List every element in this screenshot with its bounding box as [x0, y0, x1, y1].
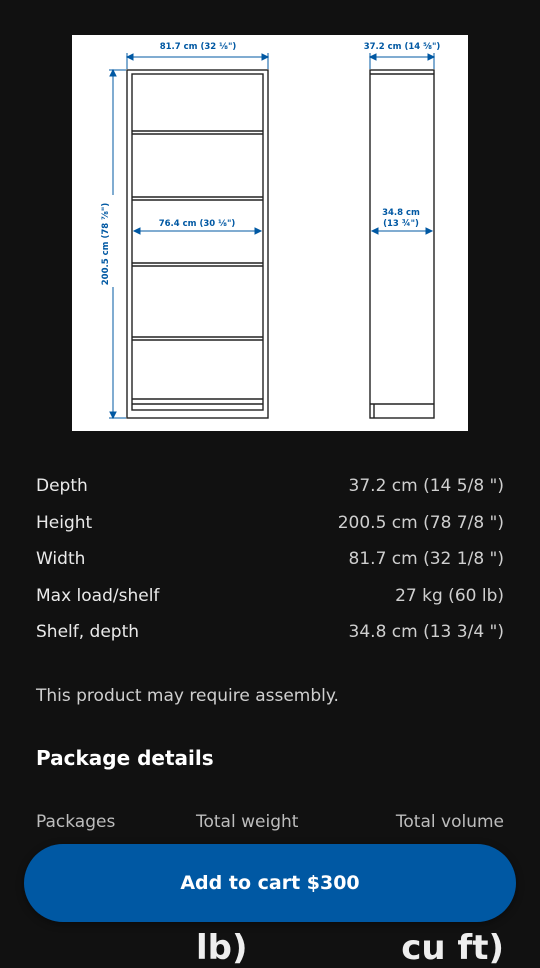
- spec-row-width: [36, 541, 504, 578]
- spec-value: 34.8 cm (13 3/4 "): [348, 622, 504, 643]
- shelf-depth-dimension-label-imperial: (13 ¾"): [383, 219, 419, 229]
- shelf-depth-dimension-label: 34.8 cm: [382, 208, 420, 218]
- col-total-weight: Total weight: [196, 812, 299, 832]
- add-to-cart-button[interactable]: Add to cart $300: [24, 844, 516, 922]
- spec-value: 200.5 cm (78 7/8 "): [337, 512, 504, 533]
- dimensions-list: [36, 468, 504, 651]
- spec-value: 27 kg (60 lb): [395, 585, 504, 606]
- total-volume-value: cu ft): [401, 928, 504, 968]
- product-dimension-diagram: [72, 35, 468, 431]
- col-total-volume: Total volume: [395, 812, 504, 832]
- width-dimension-label: 81.7 cm (32 ⅛"): [159, 42, 237, 52]
- assembly-note: This product may require assembly.: [36, 686, 339, 706]
- depth-dimension-label: 37.2 cm (14 ⅝"): [363, 42, 441, 52]
- spec-row-max-load: [36, 578, 504, 615]
- package-details-heading: Package details: [36, 746, 214, 770]
- spec-row-height: [36, 505, 504, 542]
- spec-value: 81.7 cm (32 1/8 "): [348, 549, 504, 570]
- total-weight-value: lb): [196, 928, 248, 968]
- spec-row-shelf-depth: [36, 614, 504, 651]
- spec-value: 37.2 cm (14 5/8 "): [348, 476, 504, 497]
- spec-label: Shelf, depth: [36, 622, 140, 643]
- spec-row-depth: [36, 468, 504, 505]
- spec-label: Width: [36, 549, 86, 570]
- inner-width-dimension-label: 76.4 cm (30 ⅛"): [158, 219, 236, 229]
- spec-label: Max load/shelf: [36, 585, 160, 606]
- height-dimension-label: 200.5 cm (78 ⅞"): [101, 202, 111, 286]
- col-packages: Packages: [36, 812, 116, 832]
- spec-label: Depth: [36, 476, 88, 497]
- spec-label: Height: [36, 512, 93, 533]
